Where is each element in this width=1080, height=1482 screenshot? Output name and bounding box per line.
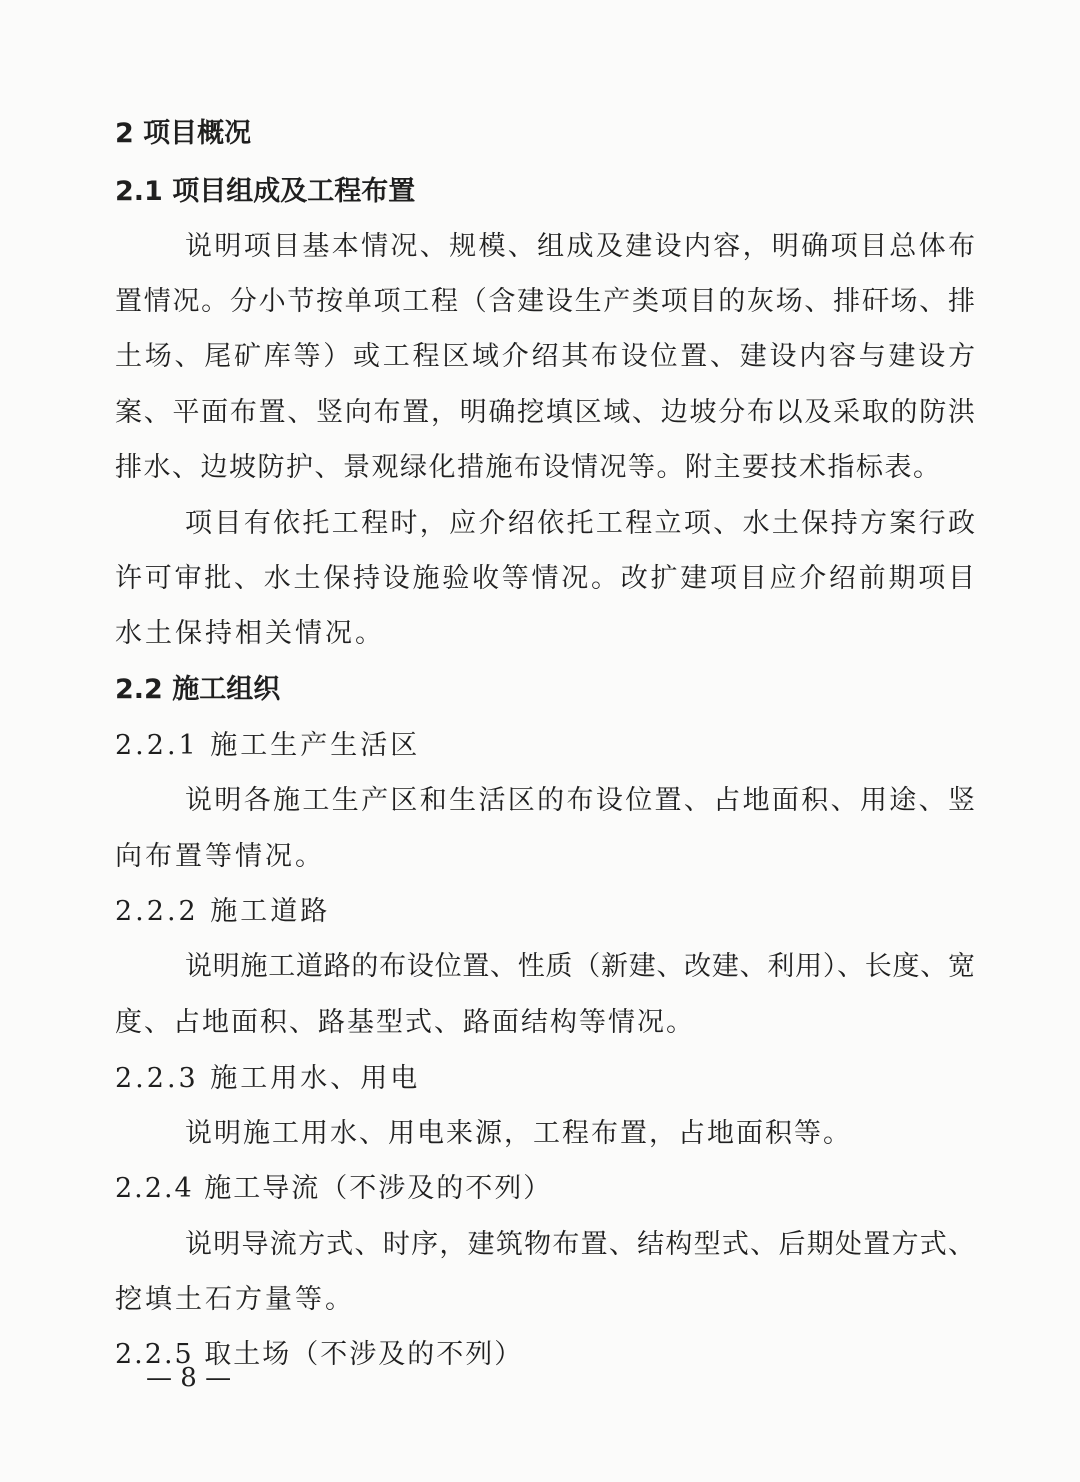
section-2-1-paragraph-1-line: 说明项目基本情况、规模、组成及建设内容，明确项目总体布	[185, 231, 975, 262]
page-number: — 8 —	[146, 1363, 232, 1393]
section-2-1-paragraph-1-line: 排水、边坡防护、景观绿化措施布设情况等。附主要技术指标表。	[115, 452, 942, 483]
section-2-2-2-paragraph-line: 度、占地面积、路基型式、路面结构等情况。	[115, 1007, 695, 1038]
section-2-1-paragraph-1-line: 土场、尾矿库等）或工程区域介绍其布设位置、建设内容与建设方	[115, 341, 975, 372]
section-2-2-4-paragraph-line: 挖填土石方量等。	[115, 1284, 355, 1315]
section-2-1-paragraph-2-line: 水土保持相关情况。	[115, 618, 385, 649]
section-2-2-heading: 2.2 施工组织	[115, 674, 281, 705]
chapter-heading: 2 项目概况	[115, 118, 252, 149]
section-2-1-paragraph-1-line: 置情况。分小节按单项工程（含建设生产类项目的灰场、排矸场、排	[115, 286, 975, 317]
section-2-2-5-heading: 2.2.5 取土场（不涉及的不列）	[115, 1339, 524, 1370]
section-2-2-2-paragraph-line: 说明施工道路的布设位置、性质（新建、改建、利用）、长度、宽	[185, 951, 975, 982]
section-2-2-4-paragraph-line: 说明导流方式、时序，建筑物布置、结构型式、后期处置方式、	[185, 1229, 975, 1260]
section-2-2-1-paragraph-line: 说明各施工生产区和生活区的布设位置、占地面积、用途、竖	[185, 785, 975, 816]
section-2-2-2-heading: 2.2.2 施工道路	[115, 896, 331, 927]
section-2-2-1-paragraph-line: 向布置等情况。	[115, 841, 325, 872]
section-2-2-4-heading: 2.2.4 施工导流（不涉及的不列）	[115, 1173, 553, 1204]
section-2-1-paragraph-1-line: 案、平面布置、竖向布置，明确挖填区域、边坡分布以及采取的防洪	[115, 397, 975, 428]
section-2-1-paragraph-2-line: 项目有依托工程时，应介绍依托工程立项、水土保持方案行政	[185, 508, 975, 539]
section-2-1-heading: 2.1 项目组成及工程布置	[115, 176, 416, 207]
section-2-2-3-paragraph-line: 说明施工用水、用电来源，工程布置，占地面积等。	[185, 1118, 852, 1149]
section-2-2-1-heading: 2.2.1 施工生产生活区	[115, 730, 421, 761]
section-2-2-3-heading: 2.2.3 施工用水、用电	[115, 1063, 421, 1094]
section-2-1-paragraph-2-line: 许可审批、水土保持设施验收等情况。改扩建项目应介绍前期项目	[115, 563, 975, 594]
